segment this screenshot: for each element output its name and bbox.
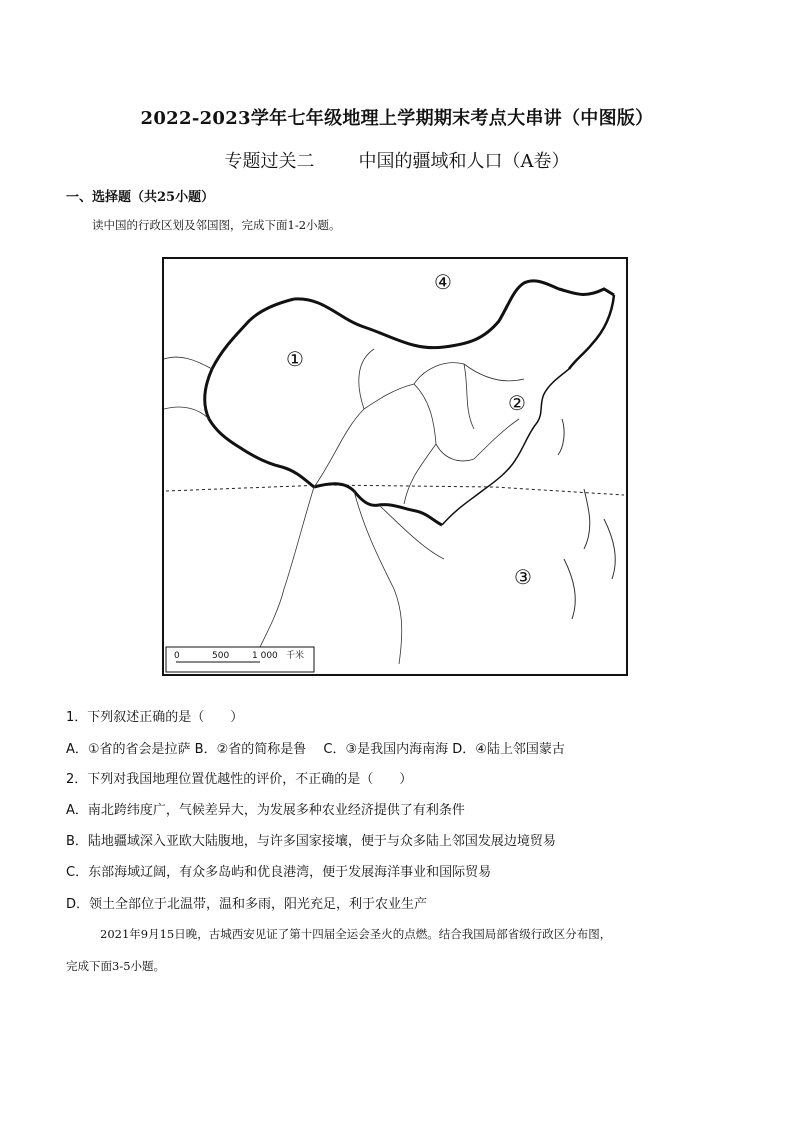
question-2-stem: 2．下列对我国地理位置优越性的评价，不正确的是（ ） [66, 772, 413, 787]
label-3: ③ [514, 565, 532, 589]
scale-1000: 1 000 [252, 651, 278, 661]
scale-zero: 0 [174, 651, 180, 661]
tropic-line [166, 485, 624, 495]
passage-line-2: 完成下面3-5小题。 [66, 959, 166, 973]
map-drawing [164, 259, 626, 674]
east-coast [442, 369, 569, 525]
question-1-stem: 1．下列叙述正确的是（ ） [66, 710, 244, 725]
document-subtitle [0, 147, 794, 173]
islands [558, 419, 615, 619]
china-map-figure [162, 257, 628, 676]
subtitle-topic: 专题过关二 [224, 151, 315, 172]
label-1: ① [286, 347, 304, 371]
question-1-options: A．①省的省会是拉萨 B．②省的简称是鲁 C．③是我国内海南海 D．④陆上邻国蒙古 [66, 742, 565, 757]
question-2-option-c: C．东部海域辽阔，有众多岛屿和优良港湾，便于发展海洋事业和国际贸易 [66, 865, 492, 880]
northern-border [294, 281, 614, 348]
question-2-option-d: D．领土全部位于北温带，温和多雨，阳光充足，利于农业生产 [66, 897, 428, 912]
scale-unit: 千米 [286, 651, 305, 661]
map-labels [286, 270, 532, 589]
question-2-option-a: A．南北跨纬度广，气候差异大，为发展多种农业经济提供了有利条件 [66, 803, 465, 818]
scale-500: 500 [212, 651, 230, 661]
map-intro-text: 读中国的行政区划及邻国图，完成下面1-2小题。 [92, 218, 341, 232]
western-border [205, 299, 314, 487]
document-title: 2022-2023学年七年级地理上学期期末考点大串讲（中图版） [140, 108, 654, 129]
northeast-border [569, 295, 614, 369]
question-2-option-b: B．陆地疆域深入亚欧大陆腹地，与许多国家接壤，便于与众多陆上邻国发展边境贸易 [66, 834, 556, 849]
province-lines [314, 349, 524, 504]
label-4: ④ [434, 270, 452, 294]
section-heading: 一、选择题（共25小题） [66, 190, 215, 205]
passage-line-1: 2021年9月15日晚，古城西安见证了第十四届全运会圣火的点燃。结合我国局部省级行政区分布图， [100, 927, 612, 941]
subtitle-name: 中国的疆域和人口（A卷） [358, 151, 570, 172]
southern-border [314, 484, 442, 525]
label-2: ② [508, 391, 526, 415]
